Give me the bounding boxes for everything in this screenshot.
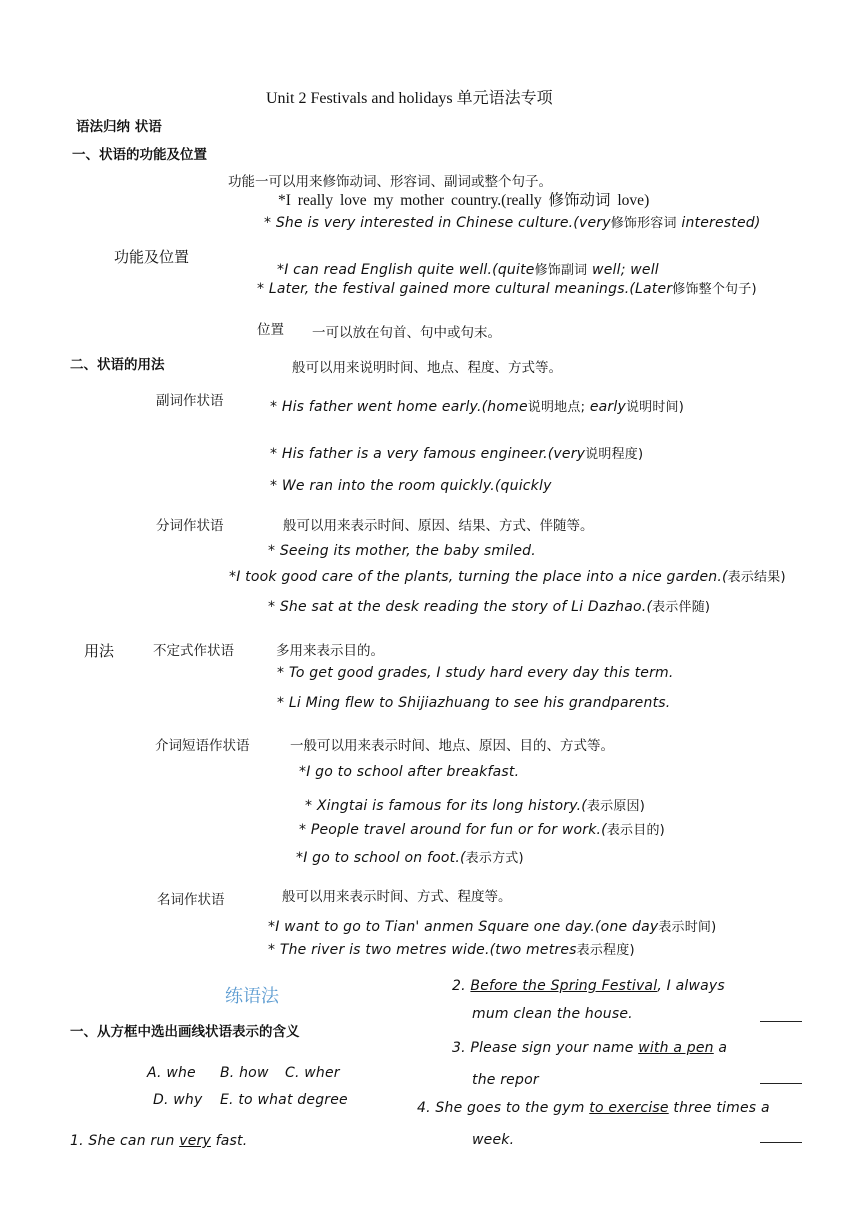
question-1: [70, 1133, 247, 1149]
participle-desc: 般可以用来表示时间、原因、结果、方式、伴随等。: [283, 518, 594, 534]
ex-text: * People travel around for fun or for work.(: [299, 822, 607, 838]
part1-example-1: *I really love my mother country.(really 修饰动词 love): [278, 192, 650, 209]
part1-example-2: [264, 212, 761, 231]
ex-text: interested): [681, 215, 761, 231]
question-3-line-2: the repor: [472, 1072, 539, 1088]
question-3-line-1: [452, 1040, 727, 1056]
adverb-label: 副词作状语: [156, 393, 224, 409]
participle-example-2: [229, 566, 786, 585]
q-underlined: very: [179, 1133, 211, 1149]
part1-heading: 一、状语的功能及位置: [72, 147, 207, 163]
ex-note: 修饰形容词: [610, 216, 677, 231]
answer-blank-3[interactable]: [760, 1083, 802, 1084]
q-underlined: to exercise: [589, 1100, 669, 1116]
option-b: B. how: [220, 1065, 269, 1081]
ex-text: well; well: [592, 262, 659, 278]
ex-text: * His father went home early.(home: [270, 399, 528, 415]
position-desc: 一可以放在句首、句中或句末。: [312, 325, 501, 341]
ex-text: * His father is a very famous engineer.(very: [270, 446, 586, 462]
question-2-line-1: [452, 978, 725, 994]
question-4-line-2: week.: [472, 1132, 515, 1148]
participle-example-1: * Seeing its mother, the baby smiled.: [268, 543, 536, 559]
q-underlined: Before the Spring Festival: [470, 978, 658, 994]
answer-blank-4[interactable]: [760, 1142, 802, 1143]
infinitive-example-1: * To get good grades, I study hard every day this term.: [277, 665, 674, 681]
q-text: fast.: [215, 1133, 248, 1149]
position-label: 位置: [257, 322, 284, 338]
option-e: E. to what degree: [220, 1092, 348, 1108]
ex-note: 表示方式): [465, 851, 524, 866]
part2-intro: 般可以用来说明时间、地点、程度、方式等。: [292, 360, 562, 376]
ex-note: 表示结果): [727, 570, 786, 585]
practice-title: 练语法: [225, 986, 279, 1007]
ex-note: 表示目的): [606, 823, 665, 838]
ex-text: *I can read English quite well.(quite: [277, 262, 535, 278]
q-text: a: [718, 1040, 728, 1056]
prep-desc: 一般可以用来表示时间、地点、原因、目的、方式等。: [290, 738, 614, 754]
ex-note: 修饰副词: [534, 263, 588, 278]
infinitive-label: 不定式作状语: [153, 643, 234, 659]
practice-instruction: 一、从方框中选出画线状语表示的含义: [70, 1024, 300, 1040]
q-text: 1. She can run: [70, 1133, 175, 1149]
noun-example-2: [268, 939, 635, 958]
q-text: , I always: [657, 978, 725, 994]
ex-text: * Later, the festival gained more cultural meanings.(Later: [257, 281, 673, 297]
ex-note: 说明程度): [585, 447, 644, 462]
participle-label: 分词作状语: [156, 518, 224, 534]
question-2-line-2: mum clean the house.: [472, 1006, 633, 1022]
infinitive-example-2: * Li Ming flew to Shijiazhuang to see his grandparents.: [277, 695, 671, 711]
ex-text: *I want to go to Tian' anmen Square one day.(one day: [268, 919, 659, 935]
ex-text: * The river is two metres wide.(two metres: [268, 942, 577, 958]
adverb-example-1: [270, 396, 684, 415]
prep-example-1: *I go to school after breakfast.: [299, 764, 520, 780]
q-text: 3. Please sign your name: [452, 1040, 634, 1056]
part2-heading: 二、状语的用法: [70, 357, 165, 373]
option-c: C. wher: [285, 1065, 340, 1081]
ex-note: 表示原因): [586, 799, 646, 814]
part2-row-label: 用法: [84, 642, 115, 660]
ex-note: 表示时间): [658, 920, 717, 935]
part1-example-3: [277, 259, 659, 278]
adverb-example-2: [270, 443, 643, 462]
summary-label: 语法归纳 状语: [76, 119, 162, 135]
function-desc: 功能一可以用来修饰动词、形容词、副词或整个句子。: [228, 174, 552, 190]
ex-text: *I took good care of the plants, turning the place into a nice garden.(: [229, 569, 728, 585]
page-title: Unit 2 Festivals and holidays 单元语法专项: [266, 90, 553, 107]
ex-note: 表示伴随): [652, 600, 711, 615]
ex-text: * She is very interested in Chinese culture.(very: [264, 215, 611, 231]
option-d: D. why: [153, 1092, 203, 1108]
ex-text: * Xingtai is famous for its long history.(: [305, 798, 587, 814]
q-text: 4. She goes to the gym: [417, 1100, 585, 1116]
noun-desc: 般可以用来表示时间、方式、程度等。: [282, 889, 512, 905]
prep-example-4: [296, 847, 524, 866]
prep-example-3: [299, 819, 665, 838]
ex-note: 修饰整个句子): [672, 282, 757, 297]
answer-blank-2[interactable]: [760, 1021, 802, 1022]
prep-label: 介词短语作状语: [155, 738, 250, 754]
ex-note: 说明时间): [625, 400, 685, 415]
part1-row-label: 功能及位置: [114, 248, 190, 266]
q-underlined: with a pen: [638, 1040, 714, 1056]
question-4-line-1: [417, 1100, 770, 1116]
participle-example-3: [268, 596, 710, 615]
infinitive-desc: 多用来表示目的。: [276, 643, 384, 659]
noun-example-1: [268, 916, 716, 935]
adverb-example-3: * We ran into the room quickly.(quickly: [270, 478, 552, 494]
ex-text: early: [589, 399, 626, 415]
ex-text: *I go to school on foot.(: [296, 850, 466, 866]
noun-label: 名词作状语: [157, 892, 225, 908]
ex-text: * She sat at the desk reading the story of Li Dazhao.(: [268, 599, 653, 615]
ex-note: 说明地点;: [527, 400, 586, 415]
option-a: A. whe: [147, 1065, 196, 1081]
part1-example-4: [257, 278, 757, 297]
prep-example-2: [305, 795, 645, 814]
q-text: three times a: [673, 1100, 770, 1116]
ex-note: 表示程度): [576, 943, 635, 958]
q-text: 2.: [452, 978, 466, 994]
